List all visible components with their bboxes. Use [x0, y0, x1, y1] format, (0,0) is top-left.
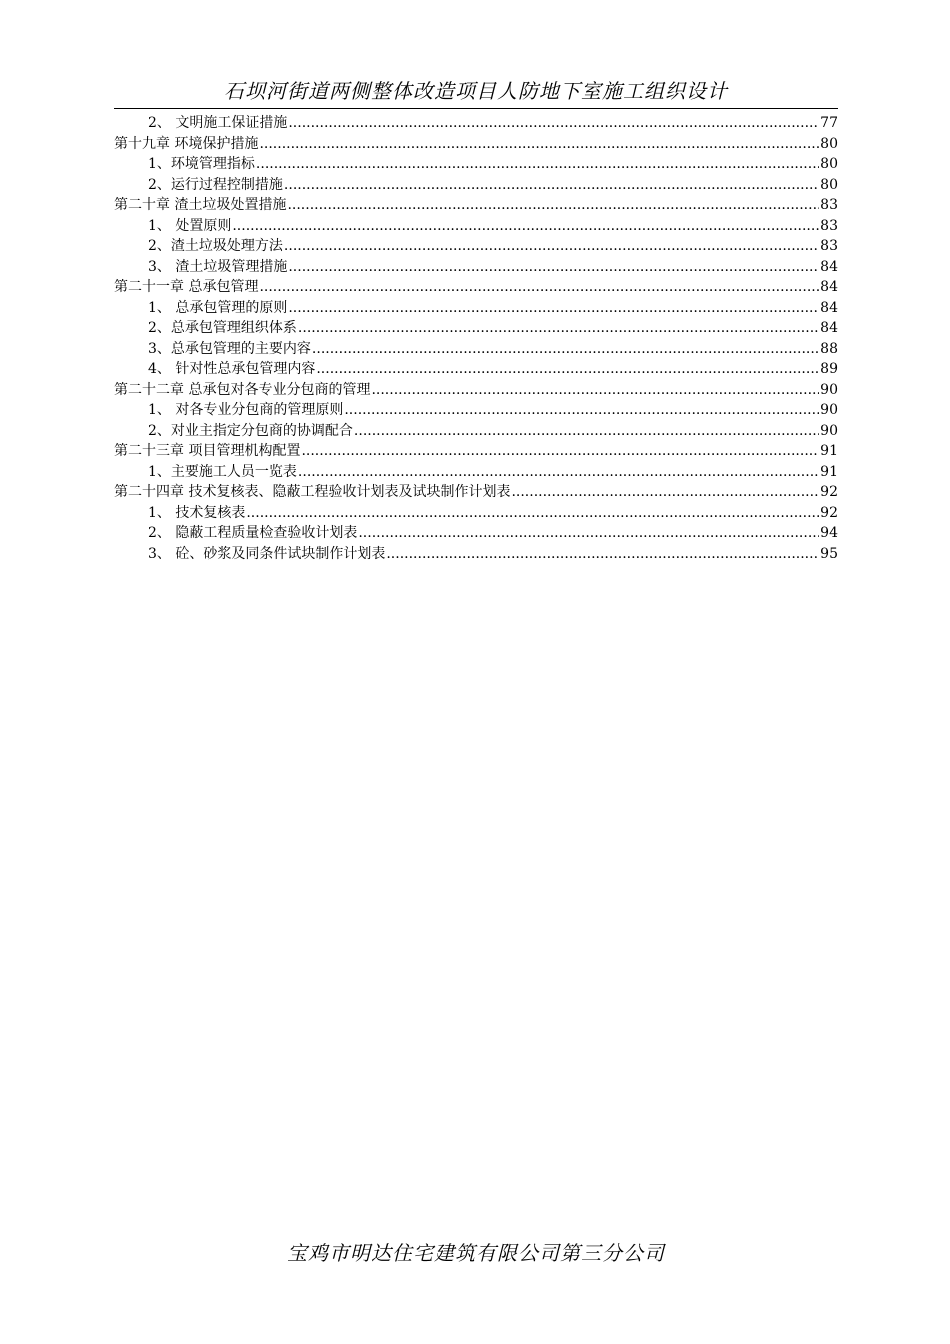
toc-section-entry[interactable]: [114, 175, 838, 196]
toc-section-entry[interactable]: [114, 503, 838, 524]
toc-chapter-entry[interactable]: [114, 277, 838, 298]
toc-dot-leader: [232, 216, 819, 237]
toc-dot-leader: [312, 339, 819, 360]
toc-entry-title: 2、对业主指定分包商的协调配合: [148, 422, 353, 439]
toc-page-number: 90: [820, 381, 838, 398]
toc-dot-leader: [259, 277, 819, 298]
toc-entry-title: 1、 处置原则: [148, 217, 232, 234]
toc-entry-title: 1、 对各专业分包商的管理原则: [148, 402, 344, 418]
toc-section-entry[interactable]: [114, 400, 838, 421]
toc-section-entry[interactable]: [114, 113, 838, 134]
toc-entry-title: 2、 隐蔽工程质量检查验收计划表: [148, 525, 358, 541]
toc-dot-leader: [259, 134, 819, 155]
toc-entry-title: 2、总承包管理组织体系: [148, 320, 297, 336]
toc-entry-title: 第二十一章 总承包管理: [114, 279, 259, 295]
toc-dot-leader: [316, 359, 819, 380]
toc-page-number: 83: [820, 217, 838, 234]
toc-dot-leader: [511, 482, 819, 503]
toc-page-number: 84: [820, 320, 838, 336]
toc-page-number: 90: [820, 402, 838, 418]
toc-page-number: 84: [820, 299, 838, 316]
toc-section-entry[interactable]: [114, 339, 838, 360]
toc-dot-leader: [287, 195, 819, 216]
toc-page-number: 80: [820, 176, 838, 193]
toc-page-number: 84: [820, 279, 838, 295]
toc-section-entry[interactable]: [114, 236, 838, 257]
toc-section-entry[interactable]: [114, 154, 838, 175]
toc-entry-title: 3、 渣土垃圾管理措施: [148, 258, 288, 275]
toc-entry-title: 1、环境管理指标: [148, 156, 255, 172]
toc-entry-title: 1、主要施工人员一览表: [148, 463, 297, 480]
toc-dot-leader: [386, 544, 819, 565]
toc-chapter-entry[interactable]: [114, 134, 838, 155]
toc-section-entry[interactable]: [114, 318, 838, 339]
toc-page-number: 91: [820, 463, 838, 480]
toc-entry-title: 3、总承包管理的主要内容: [148, 340, 311, 357]
toc-entry-title: 第二十四章 技术复核表、隐蔽工程验收计划表及试块制作计划表: [114, 484, 511, 500]
toc-page-number: 84: [820, 258, 838, 275]
toc-entry-title: 第二十章 渣土垃圾处置措施: [114, 197, 287, 213]
toc-dot-leader: [344, 400, 819, 421]
toc-dot-leader: [284, 175, 819, 196]
toc-entry-title: 第十九章 环境保护措施: [114, 135, 259, 152]
toc-page-number: 90: [820, 422, 838, 439]
toc-dot-leader: [354, 421, 819, 442]
toc-section-entry[interactable]: [114, 523, 838, 544]
toc-dot-leader: [298, 318, 819, 339]
toc-entry-title: 4、 针对性总承包管理内容: [148, 361, 316, 377]
toc-dot-leader: [246, 503, 819, 524]
toc-entry-title: 2、渣土垃圾处理方法: [148, 238, 283, 254]
toc-section-entry[interactable]: [114, 257, 838, 278]
toc-entry-title: 2、 文明施工保证措施: [148, 115, 288, 131]
toc-page-number: 92: [820, 484, 838, 500]
toc-page-number: 94: [820, 525, 838, 541]
toc-chapter-entry[interactable]: [114, 482, 838, 503]
toc-dot-leader: [288, 298, 819, 319]
toc-dot-leader: [256, 154, 819, 175]
toc-page-number: 80: [820, 135, 838, 152]
toc-section-entry[interactable]: [114, 298, 838, 319]
toc-section-entry[interactable]: [114, 216, 838, 237]
toc-page-number: 91: [820, 443, 838, 459]
toc-dot-leader: [284, 236, 819, 257]
toc-dot-leader: [371, 380, 819, 401]
toc-chapter-entry[interactable]: [114, 441, 838, 462]
toc-dot-leader: [358, 523, 819, 544]
toc-page-number: 88: [820, 340, 838, 357]
toc-dot-leader: [288, 113, 819, 134]
toc-entry-title: 2、运行过程控制措施: [148, 176, 283, 193]
toc-page-number: 80: [820, 156, 838, 172]
toc-chapter-entry[interactable]: [114, 380, 838, 401]
toc-entry-title: 3、 砼、砂浆及同条件试块制作计划表: [148, 545, 386, 562]
toc-entry-title: 1、 总承包管理的原则: [148, 299, 288, 316]
toc-section-entry[interactable]: [114, 421, 838, 442]
toc-page-number: 89: [820, 361, 838, 377]
toc-page-number: 92: [820, 504, 838, 521]
toc-section-entry[interactable]: [114, 544, 838, 565]
table-of-contents: [114, 113, 838, 564]
toc-page-number: 83: [820, 197, 838, 213]
toc-page-number: 77: [820, 115, 838, 131]
toc-dot-leader: [288, 257, 819, 278]
toc-section-entry[interactable]: [114, 462, 838, 483]
toc-section-entry[interactable]: [114, 359, 838, 380]
toc-entry-title: 第二十二章 总承包对各专业分包商的管理: [114, 381, 371, 398]
toc-entry-title: 1、 技术复核表: [148, 504, 246, 521]
toc-page-number: 95: [820, 545, 838, 562]
header-divider: [114, 108, 838, 109]
page-header-title: 石坝河街道两侧整体改造项目人防地下室施工组织设计: [224, 79, 728, 103]
toc-dot-leader: [301, 441, 819, 462]
toc-page-number: 83: [820, 238, 838, 254]
toc-entry-title: 第二十三章 项目管理机构配置: [114, 443, 301, 459]
toc-chapter-entry[interactable]: [114, 195, 838, 216]
page-footer-company: 宝鸡市明达住宅建筑有限公司第三分公司: [287, 1241, 665, 1265]
toc-dot-leader: [298, 462, 819, 483]
